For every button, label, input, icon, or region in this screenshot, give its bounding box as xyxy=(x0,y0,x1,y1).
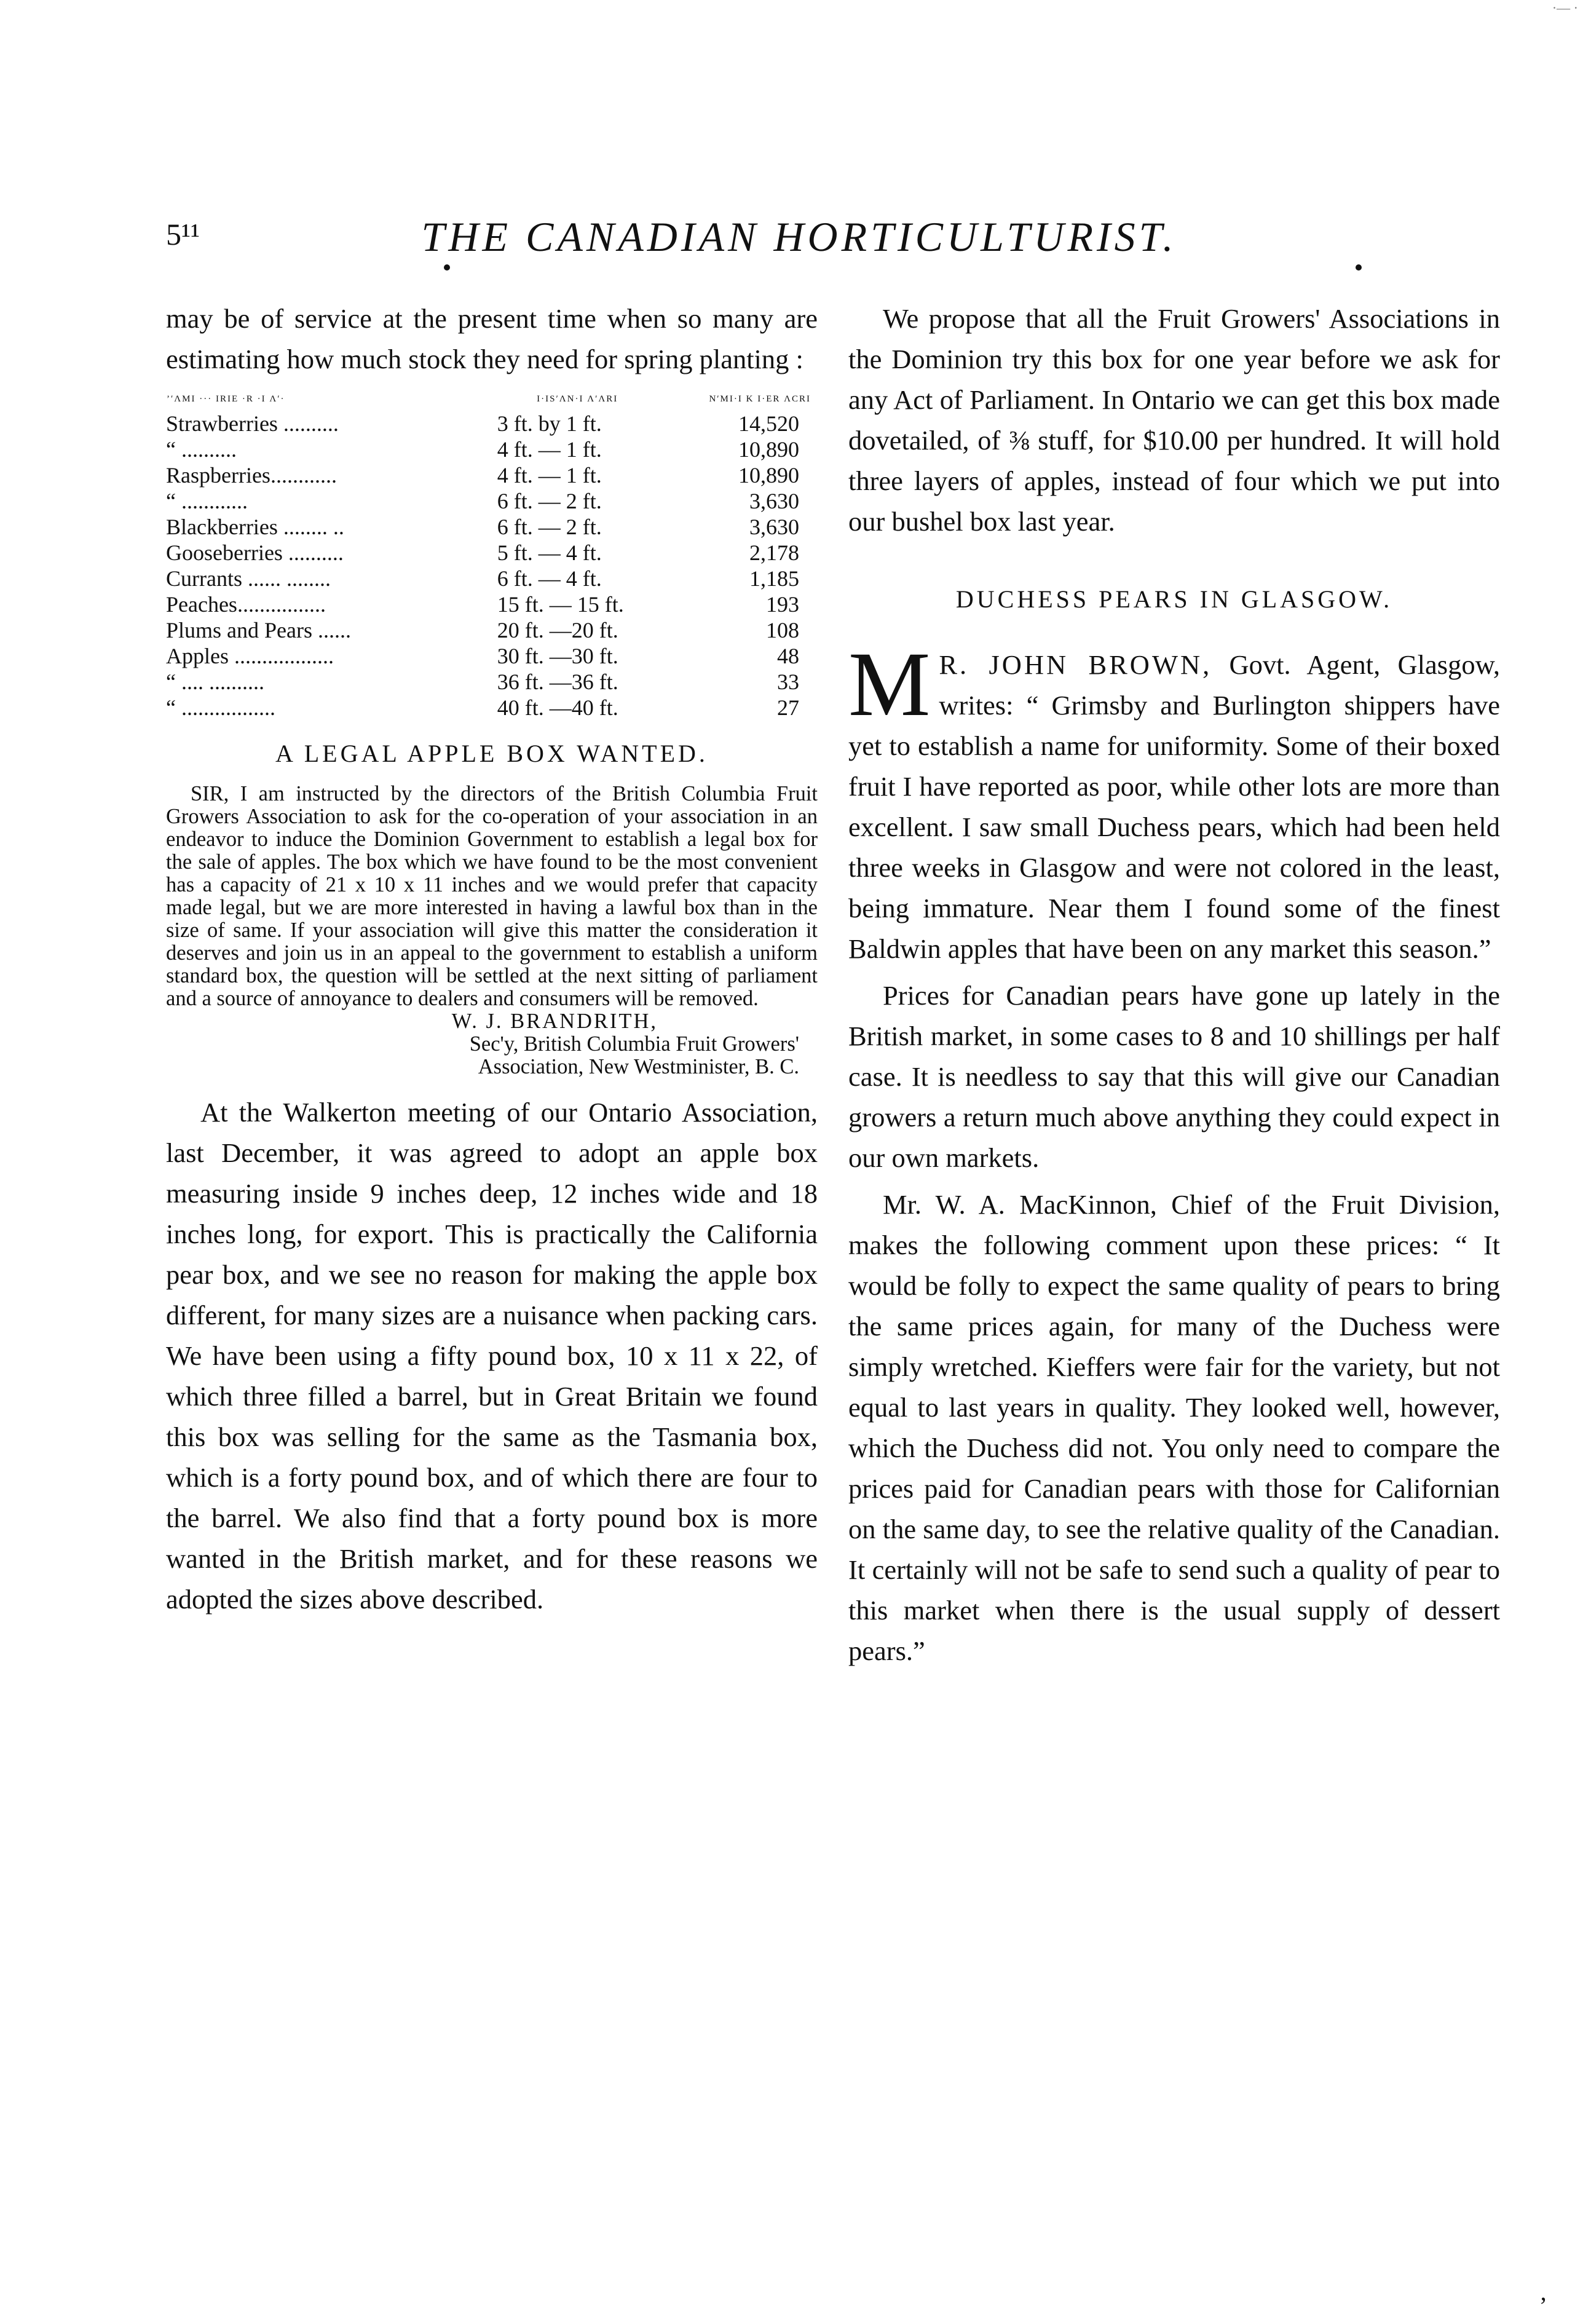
table-row xyxy=(166,488,811,514)
distance-cell: 6 ft. — 2 ft. xyxy=(497,489,602,513)
right-column xyxy=(848,298,1500,1671)
distance-cell: 30 ft. —30 ft. xyxy=(497,644,618,668)
number-cell: 108 xyxy=(766,618,799,642)
number-cell: 10,890 xyxy=(738,463,799,488)
fruit-cell: Gooseberries .......... xyxy=(166,540,344,565)
distance-cell: 4 ft. — 1 ft. xyxy=(497,437,602,462)
distance-cell: 40 ft. —40 ft. xyxy=(497,695,618,720)
letter-paragraph: SIR, I am instructed by the directors of the British Columbia Fruit Growers Association to ask for the co-operation of your association in an endeavor to induce the Dominion Government to establish a legal box for the sale of apples. The box which we have found to be the most convenient has a capacity of 21 x 10 x 11 inches and we would prefer that capacity made legal, but we are more interested in having a lawful box than in the size of same. If your association will give this matter the consideration it deserves and join us in an appeal to the government to establish a uniform standard box, the question will be settled at the next sitting of parliament and a source of annoyance to dealers and consumers will be removed. xyxy=(166,782,818,1010)
number-cell: 27 xyxy=(777,695,799,720)
distance-cell: 5 ft. — 4 ft. xyxy=(497,540,602,565)
col-header-fruit: ’′ΛMI ··· IRIE ·R ·I Λ′· xyxy=(167,394,285,404)
fruit-cell: Raspberries............ xyxy=(166,463,337,488)
table-row xyxy=(166,514,811,540)
distance-cell: 20 ft. —20 ft. xyxy=(497,618,618,642)
number-cell: 3,630 xyxy=(749,515,799,539)
fruit-cell: Strawberries .......... xyxy=(166,411,339,436)
page-header xyxy=(166,213,1432,272)
table-row xyxy=(166,540,811,566)
printer-dot-left xyxy=(444,264,450,271)
propose-paragraph: We propose that all the Fruit Growers' Associations in the Dominion try this box for one year before we ask for any Act of Parliament. In Ontario we can get this box made dovetailed, of ⅜ stuff, for $10.00 per hundred. It will hold three layers of apples, instead of four which we put into our bushel box last year. xyxy=(848,303,1500,537)
prices-paragraph: Prices for Canadian pears have gone up lately in the British market, in some cases to 8 and 10 shillings per half case. It is needless to say that this will give our Canadian growers a return much above anything they could expect in our own markets. xyxy=(848,980,1500,1173)
distance-cell: 15 ft. — 15 ft. xyxy=(497,592,624,617)
number-cell: 14,520 xyxy=(738,411,799,436)
fruit-cell: Plums and Pears ...... xyxy=(166,618,351,642)
table-row xyxy=(166,411,811,437)
corner-mark: ·— · xyxy=(1552,0,1578,15)
mackinnon-paragraph: Mr. W. A. MacKinnon, Chief of the Fruit Division, makes the following comment upon these prices: “ It would be folly to expect the same quality of pears to bring the same prices again, for many of the Duchess were simply wretched. Kieffers were fair for the variety, but not equal to last years in quality. They looked well, however, which the Duchess did not. You only need to compare the prices paid for Canadian pears with those for Californian on the same day, to see the relative quality of the Canadian. It certainly will not be safe to send such a quality of pear to this market when there is the usual supply of dessert pears.” xyxy=(848,1189,1500,1666)
table-row xyxy=(166,695,811,721)
brown-paragraph xyxy=(848,633,1500,969)
brown-name: R. JOHN BROWN, xyxy=(939,649,1212,680)
running-title: THE CANADIAN HORTICULTURIST. xyxy=(421,213,1177,260)
number-cell: 2,178 xyxy=(749,540,799,565)
printer-dot-right xyxy=(1356,264,1362,271)
fruit-cell: Blackberries ........ .. xyxy=(166,515,344,539)
intro-paragraph: may be of service at the present time when so many are estimating how much stock they need for spring planting : xyxy=(166,303,818,374)
brown-text: Govt. Agent, Glasgow, writes: “ Grimsby and Burlington shippers have yet to establish a name for uniformity. Some of their boxed fruit I have reported as poor, while other lots are more than excellent. I saw small Duchess pears, which had been held three weeks in Glasgow and were not colored in the least, being immature. Near them I found some of the finest Baldwin apples that have been on any market this season.” xyxy=(848,649,1500,964)
number-cell: 1,185 xyxy=(749,566,799,591)
walkerton-paragraph: At the Walkerton meeting of our Ontario Association, last December, it was agreed to adopt an apple box measuring inside 9 inches deep, 12 inches wide and 18 inches long, for export. This is practically the California pear box, and we see no reason for making the apple box different, for many sizes are a nuisance when packing cars. We have been using a fifty pound box, 10 x 11 x 22, of which three filled a barrel, but in Great Britain we found this box was selling for the same as the Tasmania box, which is a forty pound box, and of which there are four to the barrel. We also find that a forty pound box is more wanted in the British market, and for these reasons we adopted the sizes above described. xyxy=(166,1097,818,1615)
page-number: 5¹¹ xyxy=(166,217,200,251)
number-cell: 3,630 xyxy=(749,489,799,513)
signature-place: Association, New Westminister, B. C. xyxy=(478,1055,799,1078)
distance-cell: 6 ft. — 2 ft. xyxy=(497,515,602,539)
distance-cell: 36 ft. —36 ft. xyxy=(497,670,618,694)
table-row xyxy=(166,669,811,695)
fruit-cell: “ ................. xyxy=(166,695,275,720)
fruit-cell: “ ............ xyxy=(166,489,248,513)
table-row xyxy=(166,437,811,462)
drop-cap: M xyxy=(848,633,931,735)
col-header-distance: I·IS′ΛN·I Λ′ΛRI xyxy=(537,394,618,404)
fruit-cell: “ .......... xyxy=(166,437,237,462)
number-cell: 193 xyxy=(766,592,799,617)
fruit-cell: Peaches................ xyxy=(166,592,326,617)
table-row xyxy=(166,643,811,669)
fruit-cell: “ .... .......... xyxy=(166,670,264,694)
number-cell: 33 xyxy=(777,670,799,694)
letter-signature xyxy=(166,1010,818,1078)
left-column xyxy=(166,298,818,1619)
planting-table-header xyxy=(166,393,811,411)
distance-cell: 3 ft. by 1 ft. xyxy=(497,411,602,436)
brown-paragraph-block xyxy=(848,633,1500,969)
distance-cell: 6 ft. — 4 ft. xyxy=(497,566,602,591)
number-cell: 10,890 xyxy=(738,437,799,462)
distance-cell: 4 ft. — 1 ft. xyxy=(497,463,602,488)
legal-box-heading: A LEGAL APPLE BOX WANTED. xyxy=(275,740,708,767)
fruit-cell: Currants ...... ........ xyxy=(166,566,331,591)
signature-name: W. J. BRANDRITH, xyxy=(451,1010,658,1033)
table-row xyxy=(166,462,811,488)
fruit-cell: Apples .................. xyxy=(166,644,334,668)
table-row xyxy=(166,566,811,591)
col-header-number: N′MI·I K I·ER ΛCRI xyxy=(709,394,811,404)
planting-table xyxy=(166,393,811,721)
duchess-heading: DUCHESS PEARS IN GLASGOW. xyxy=(955,585,1393,613)
signature-title: Sec'y, British Columbia Fruit Growers' xyxy=(469,1032,799,1056)
bottom-mark: ʼ xyxy=(1539,2292,1547,2320)
table-row xyxy=(166,591,811,617)
number-cell: 48 xyxy=(777,644,799,668)
table-row xyxy=(166,617,811,643)
